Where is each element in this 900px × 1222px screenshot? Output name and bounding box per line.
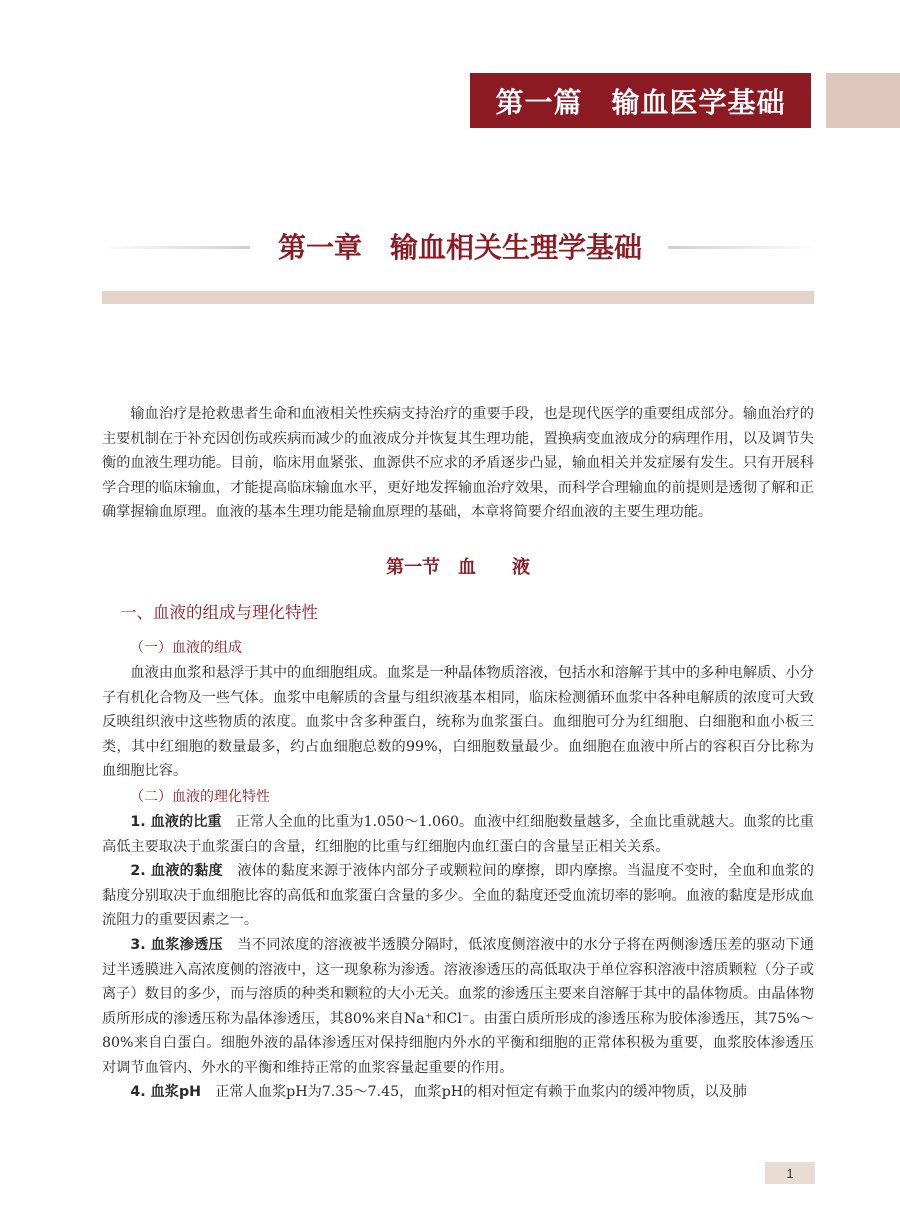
term-text: 当不同浓度的溶液被半透膜分隔时，低浓度侧溶液中的水分子将在两侧渗透压差的驱动下通过半透膜进入高浓度侧的溶液中，这一现象称为渗透。溶液渗透压的高低取决于单位容积溶液中溶质颗粒（分子或离子）数目的多少，而与溶质的种类和颗粒的大小无关。血浆的渗透压主要来自溶解于其中的晶体物质。由晶体物质所形成的渗透压称为晶体渗透压，其80%来自Na⁺和Cl⁻。由蛋白质所形成的渗透压称为胶体渗透压，其75%～80%来自白蛋白。细胞外液的晶体渗透压对保持细胞内外水的平衡和细胞的正常体积极为重要，血浆胶体渗透压对调节血管内、外水的平衡和维持正常的血浆容量起重要的作用。 — [102, 936, 814, 1076]
chapter-intro — [102, 402, 814, 525]
term-label: 2. 血液的黏度 — [130, 863, 223, 880]
property-viscosity — [102, 859, 814, 933]
chapter-band-divider — [102, 291, 814, 304]
term-label: 1. 血液的比重 — [130, 813, 222, 830]
term-text: 正常人血浆pH为7.35～7.45，血浆pH的相对恒定有赖于血浆内的缓冲物质，以及肺 — [201, 1084, 747, 1101]
term-text: 液体的黏度来源于液体内部分子或颗粒间的摩擦，即内摩擦。当温度不变时，全血和血浆的黏度分别取决于血细胞比容的高低和血浆蛋白含量的多少。全血的黏度还受血流切率的影响。血液的黏度是形成血流阻力的重要因素之一。 — [102, 863, 814, 929]
heading-level-1: 一、血液的组成与理化特性 — [120, 602, 318, 622]
paragraph-composition: 血液由血浆和悬浮于其中的血细胞组成。血浆是一种晶体物质溶液，包括水和溶解于其中的多种电解质、小分子有机化合物及一些气体。血浆中电解质的含量与组织液基本相同，临床检测循环血浆中各种电解质的浓度可大致反映组织液中这些物质的浓度。血浆中含多种蛋白，统称为血浆蛋白。血细胞可分为红细胞、白细胞和血小板三类，其中红细胞的数量最多，约占血细胞总数的99%，白细胞数量最少。血细胞在血液中所占的容积百分比称为血细胞比容。 — [102, 664, 814, 780]
subheading-properties: （二）血液的理化特性 — [130, 788, 270, 805]
term-label: 4. 血浆pH — [130, 1084, 201, 1101]
subheading-composition: （一）血液的组成 — [130, 639, 242, 656]
page-number: 1 — [765, 1162, 815, 1184]
property-osmotic-pressure — [102, 933, 814, 1081]
body-content — [102, 402, 814, 1105]
term-label: 3. 血浆渗透压 — [130, 936, 223, 953]
property-specific-gravity — [102, 810, 814, 859]
term-text: 正常人全血的比重为1.050～1.060。血液中红细胞数量越多，全血比重就越大。血浆的比重高低主要取决于血浆蛋白的含量，红细胞的比重与红细胞内血红蛋白的含量呈正相关关系。 — [102, 813, 814, 855]
section-title: 第一节 血 液 — [386, 556, 530, 578]
property-ph — [102, 1080, 814, 1105]
intro-paragraph: 输血治疗是抢救患者生命和血液相关性疾病支持治疗的重要手段，也是现代医学的重要组成部分。输血治疗的主要机制在于补充因创伤或疾病而减少的血液成分并恢复其生理功能，置换病变血液成分的病理作用，以及调节失衡的血液生理功能。目前，临床用血紧张、血源供不应求的矛盾逐步凸显，输血相关并发症屡有发生。只有开展科学合理的临床输血，才能提高临床输血水平，更好地发挥输血治疗效果，而科学合理输血的前提则是透彻了解和正确掌握输血原理。血液的基本生理功能是输血原理的基础，本章将简要介绍血液的主要生理功能。 — [102, 406, 814, 521]
chapter-title: 第一章 输血相关生理学基础 — [277, 231, 642, 264]
part-tab-decoration — [826, 73, 900, 128]
part-title-banner: 第一篇 输血医学基础 — [470, 73, 811, 128]
